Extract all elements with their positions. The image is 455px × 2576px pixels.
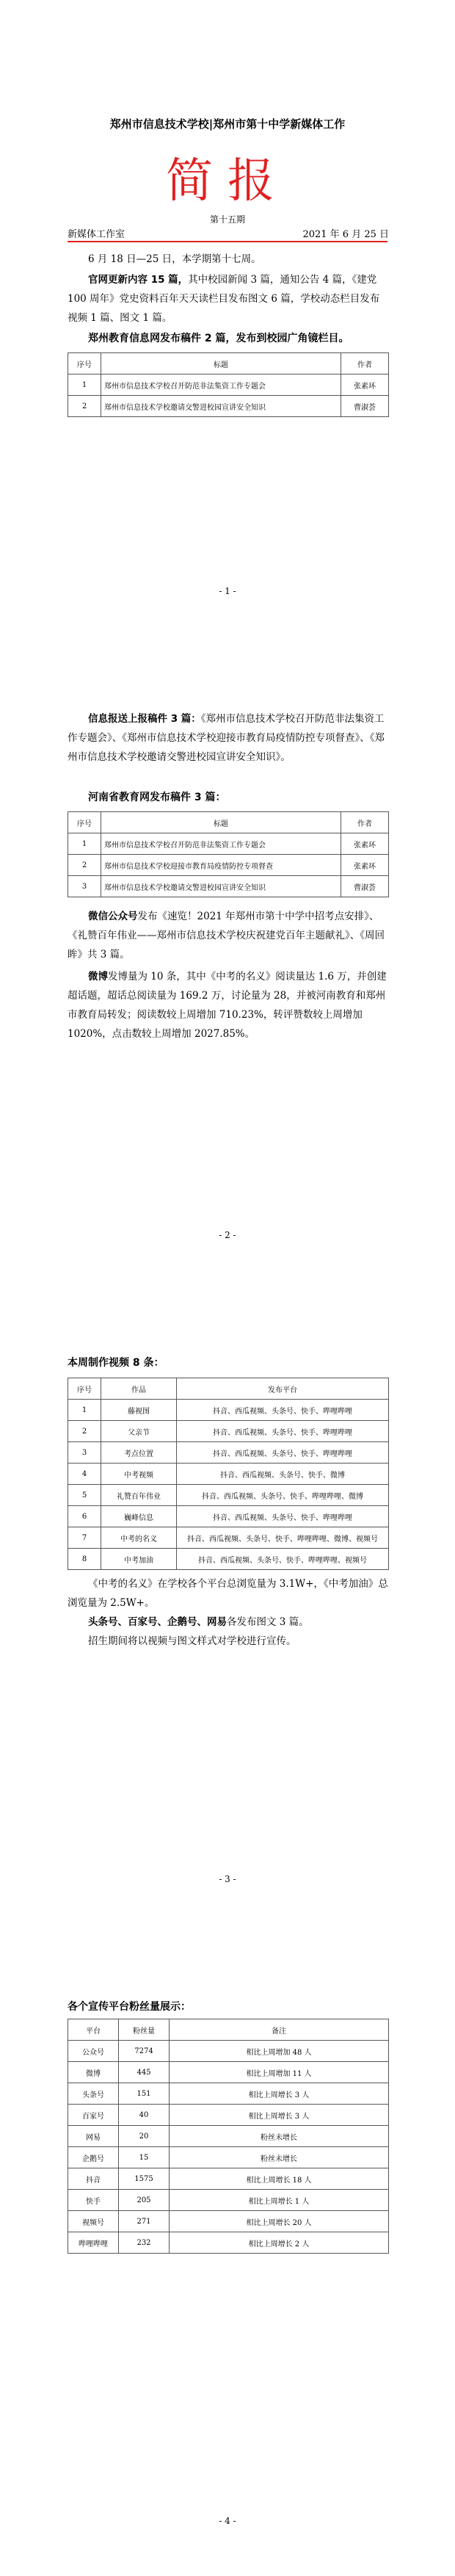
table-cell: 1 bbox=[68, 375, 101, 396]
table-cell: 郑州市信息技术学校召开防范非法集资工作专题会 bbox=[101, 833, 341, 855]
table-row bbox=[68, 1506, 389, 1527]
table-row bbox=[68, 2147, 389, 2168]
table-cell: 抖音、西瓜视频、头条号、快手、哔哩哔哩、微博、视频号 bbox=[177, 1527, 389, 1549]
table-header-row bbox=[68, 1378, 389, 1400]
site-update-paragraph bbox=[68, 270, 389, 328]
table-header-cell: 作品 bbox=[101, 1378, 177, 1400]
table-cell: 郑州市信息技术学校邀请交警进校园宣讲安全知识 bbox=[101, 396, 341, 417]
table-header-cell: 发布平台 bbox=[177, 1378, 389, 1400]
table-cell: 头条号 bbox=[68, 2083, 119, 2105]
table-cell: 中考的名义 bbox=[101, 1527, 177, 1549]
table-cell: 百家号 bbox=[68, 2105, 119, 2126]
table-header-cell: 作者 bbox=[341, 353, 389, 375]
page-3 bbox=[0, 1288, 455, 1932]
header-org: 郑州市信息技术学校|郑州市第十中学新媒体工作 bbox=[109, 117, 346, 131]
table-header-cell: 序号 bbox=[68, 1378, 101, 1400]
table-cell: 相比上周增长 1 人 bbox=[170, 2190, 389, 2211]
table-cell: 抖音、西瓜视频、头条号、快手、哔哩哔哩 bbox=[177, 1442, 389, 1464]
issue-date: 2021 年 6 月 25 日 bbox=[302, 229, 389, 240]
table-cell: 6 bbox=[68, 1506, 101, 1527]
table-cell: 公众号 bbox=[68, 2041, 119, 2062]
platform-text: 各发布图文 3 篇。 bbox=[227, 1616, 309, 1628]
table-row bbox=[68, 1400, 389, 1421]
wechat-paragraph bbox=[68, 907, 389, 964]
enrollment-paragraph: 招生期间将以视频与图文样式对学校进行宣传。 bbox=[88, 1635, 296, 1647]
page-number: - 3 - bbox=[219, 1874, 236, 1884]
views-paragraph: 《中考的名义》在学校各个平台总浏览量为 3.1W+，《中考加油》总浏览量为 2.5W+。 bbox=[68, 1578, 388, 1609]
table-cell: 抖音 bbox=[68, 2168, 119, 2190]
table-cell: 微博 bbox=[68, 2062, 119, 2083]
table-cell: 相比上周增长 3 人 bbox=[170, 2083, 389, 2105]
table-header-cell: 平台 bbox=[68, 2019, 119, 2041]
table-cell: 232 bbox=[119, 2232, 170, 2254]
table-cell: 5 bbox=[68, 1485, 101, 1506]
table-cell: 快手 bbox=[68, 2190, 119, 2211]
table-row bbox=[68, 2232, 389, 2254]
table-cell: 粉丝未增长 bbox=[170, 2147, 389, 2168]
page-number: - 2 - bbox=[219, 1230, 236, 1240]
table-row bbox=[68, 1464, 389, 1485]
table-cell: 271 bbox=[119, 2211, 170, 2232]
table-row bbox=[68, 2168, 389, 2190]
table-cell: 445 bbox=[119, 2062, 170, 2083]
table-row bbox=[68, 1442, 389, 1464]
table-header-cell: 序号 bbox=[68, 353, 101, 375]
table-row bbox=[68, 2190, 389, 2211]
table-cell: 相比上周增长 2 人 bbox=[170, 2232, 389, 2254]
table-row bbox=[68, 2211, 389, 2232]
table-row bbox=[68, 855, 389, 876]
table-cell: 藤视图 bbox=[101, 1400, 177, 1421]
table-row bbox=[68, 833, 389, 855]
table-cell: 1 bbox=[68, 1400, 101, 1421]
report-paragraph bbox=[68, 709, 389, 767]
table-cell: 巍峰信息 bbox=[101, 1506, 177, 1527]
table-header-cell: 作者 bbox=[341, 812, 389, 833]
table-row bbox=[68, 375, 389, 396]
table-cell: 父亲节 bbox=[101, 1421, 177, 1442]
henan-edu-heading: 河南省教育网发布稿件 3 篇： bbox=[88, 792, 226, 803]
table-cell: 相比上周增长 18 人 bbox=[170, 2168, 389, 2190]
table-cell: 张素环 bbox=[341, 375, 389, 396]
table-cell: 4 bbox=[68, 1464, 101, 1485]
table-header-cell: 标题 bbox=[101, 353, 341, 375]
page-title: 简报 bbox=[166, 154, 289, 209]
table-cell: 考点位置 bbox=[101, 1442, 177, 1464]
table-cell: 视频号 bbox=[68, 2211, 119, 2232]
report-lead: 信息报送上报稿件 3 篇： bbox=[88, 713, 201, 725]
table-cell: 张素环 bbox=[341, 855, 389, 876]
red-divider bbox=[68, 241, 387, 242]
table-cell: 40 bbox=[119, 2105, 170, 2126]
table-row bbox=[68, 1549, 389, 1570]
table-header-row bbox=[68, 812, 389, 833]
table-cell: 网易 bbox=[68, 2126, 119, 2147]
table-cell: 中考视频 bbox=[101, 1464, 177, 1485]
zz-edu-heading: 郑州教育信息网发布稿件 2 篇，发布到校园广角镜栏目。 bbox=[88, 333, 349, 344]
table-cell: 抖音、西瓜视频、头条号、快手、哔哩哔哩、微博 bbox=[177, 1485, 389, 1506]
table-row bbox=[68, 1527, 389, 1549]
table-cell: 郑州市信息技术学校邀请交警进校园宣讲安全知识 bbox=[101, 876, 341, 897]
table-cell: 相比上周增加 48 人 bbox=[170, 2041, 389, 2062]
table-cell: 抖音、西瓜视频、头条号、快手、微博 bbox=[177, 1464, 389, 1485]
zz-edu-table bbox=[68, 352, 389, 417]
table-header-row bbox=[68, 2019, 389, 2041]
table-row bbox=[68, 2083, 389, 2105]
table-cell: 8 bbox=[68, 1549, 101, 1570]
table-cell: 2 bbox=[68, 855, 101, 876]
table-cell: 张素环 bbox=[341, 833, 389, 855]
table-cell: 1575 bbox=[119, 2168, 170, 2190]
table-cell: 抖音、西瓜视频、头条号、快手、哔哩哔哩 bbox=[177, 1400, 389, 1421]
issue-number: 第十五期 bbox=[209, 214, 245, 225]
page-1 bbox=[0, 0, 455, 644]
video-heading: 本周制作视频 8 条： bbox=[68, 1357, 164, 1369]
table-cell: 2 bbox=[68, 396, 101, 417]
table-cell: 相比上周增加 11 人 bbox=[170, 2062, 389, 2083]
table-header-cell: 粉丝量 bbox=[119, 2019, 170, 2041]
table-cell: 郑州市信息技术学校召开防范非法集资工作专题会 bbox=[101, 375, 341, 396]
table-header-cell: 序号 bbox=[68, 812, 101, 833]
table-cell: 7 bbox=[68, 1527, 101, 1549]
platform-paragraph bbox=[68, 1613, 389, 1632]
header-meta bbox=[68, 226, 389, 240]
table-cell: 2 bbox=[68, 1421, 101, 1442]
intro-text: 6 月 18 日—25 日，本学期第十七周。 bbox=[88, 253, 261, 265]
table-cell: 企鹅号 bbox=[68, 2147, 119, 2168]
henan-edu-table bbox=[68, 811, 389, 897]
report-text: 《郑州市信息技术学校召开防范非法集资工作专题会》、《郑州市信息技术学校迎接市教育局疫情防控专项督查》、《郑州市信息技术学校邀请交警进校园宣讲安全知识》。 bbox=[68, 713, 385, 763]
page-number: - 4 - bbox=[219, 2516, 236, 2526]
table-cell: 抖音、西瓜视频、头条号、快手、哔哩哔哩、视频号 bbox=[177, 1549, 389, 1570]
table-cell: 205 bbox=[119, 2190, 170, 2211]
table-row bbox=[68, 2041, 389, 2062]
fans-heading: 各个宣传平台粉丝量展示： bbox=[68, 2001, 191, 2013]
weibo-text: 发博量为 10 条，其中《中考的名义》阅读量达 1.6 万，并创建超话题，超话总阅读量为 169.2 万，讨论量为 28，并被河南教育和郑州市教育局转发；阅读数较上周增加 710.23%，转评赞数较上周增加 1020%，点击数较上周增加 2027.85%。 bbox=[68, 971, 387, 1040]
table-cell: 粉丝未增长 bbox=[170, 2126, 389, 2147]
table-row bbox=[68, 396, 389, 417]
table-row bbox=[68, 876, 389, 897]
table-row bbox=[68, 1485, 389, 1506]
page-4 bbox=[0, 1932, 455, 2576]
table-row bbox=[68, 2105, 389, 2126]
table-cell: 7274 bbox=[119, 2041, 170, 2062]
table-cell: 3 bbox=[68, 1442, 101, 1464]
table-header-row bbox=[68, 353, 389, 375]
table-cell: 哔哩哔哩 bbox=[68, 2232, 119, 2254]
platform-lead: 头条号、百家号、企鹅号、网易 bbox=[88, 1616, 227, 1628]
table-cell: 曹淑荟 bbox=[341, 396, 389, 417]
table-cell: 20 bbox=[119, 2126, 170, 2147]
table-cell: 中考加油 bbox=[101, 1549, 177, 1570]
table-row bbox=[68, 1421, 389, 1442]
table-cell: 抖音、西瓜视频、头条号、快手、哔哩哔哩 bbox=[177, 1421, 389, 1442]
wechat-text: 发布《速览！2021 年郑州市第十中学中招考点安排》、《礼赞百年伟业——郑州市信息技术学校庆祝建党百年主题献礼》、《周回眸》共 3 篇。 bbox=[68, 911, 385, 960]
wechat-lead: 微信公众号 bbox=[88, 911, 138, 922]
table-header-cell: 备注 bbox=[170, 2019, 389, 2041]
table-cell: 相比上周增长 3 人 bbox=[170, 2105, 389, 2126]
video-table bbox=[68, 1378, 389, 1570]
table-row bbox=[68, 2062, 389, 2083]
fans-table bbox=[68, 2019, 389, 2254]
table-cell: 曹淑荟 bbox=[341, 876, 389, 897]
table-row bbox=[68, 2126, 389, 2147]
site-update-lead: 官网更新内容 15 篇， bbox=[88, 274, 189, 286]
table-cell: 3 bbox=[68, 876, 101, 897]
page-2 bbox=[0, 644, 455, 1288]
table-cell: 15 bbox=[119, 2147, 170, 2168]
table-cell: 郑州市信息技术学校迎接市教育局疫情防控专项督查 bbox=[101, 855, 341, 876]
weibo-paragraph bbox=[68, 967, 389, 1043]
table-header-cell: 标题 bbox=[101, 812, 341, 833]
office-name: 新媒体工作室 bbox=[68, 229, 125, 240]
table-cell: 礼赞百年伟业 bbox=[101, 1485, 177, 1506]
table-cell: 1 bbox=[68, 833, 101, 855]
table-cell: 相比上周增长 20 人 bbox=[170, 2211, 389, 2232]
table-cell: 抖音、西瓜视频、头条号、快手、哔哩哔哩 bbox=[177, 1506, 389, 1527]
page-number: - 1 - bbox=[219, 586, 236, 596]
weibo-lead: 微博 bbox=[88, 971, 108, 983]
table-cell: 151 bbox=[119, 2083, 170, 2105]
site-update-text: 其中校园新闻 3 篇，通知公告 4 篇，《建党 100 周年》党史资料百年天天读栏目发布图文 6 篇，学校动态栏目发布视频 1 篇、图文 1 篇。 bbox=[68, 274, 380, 324]
